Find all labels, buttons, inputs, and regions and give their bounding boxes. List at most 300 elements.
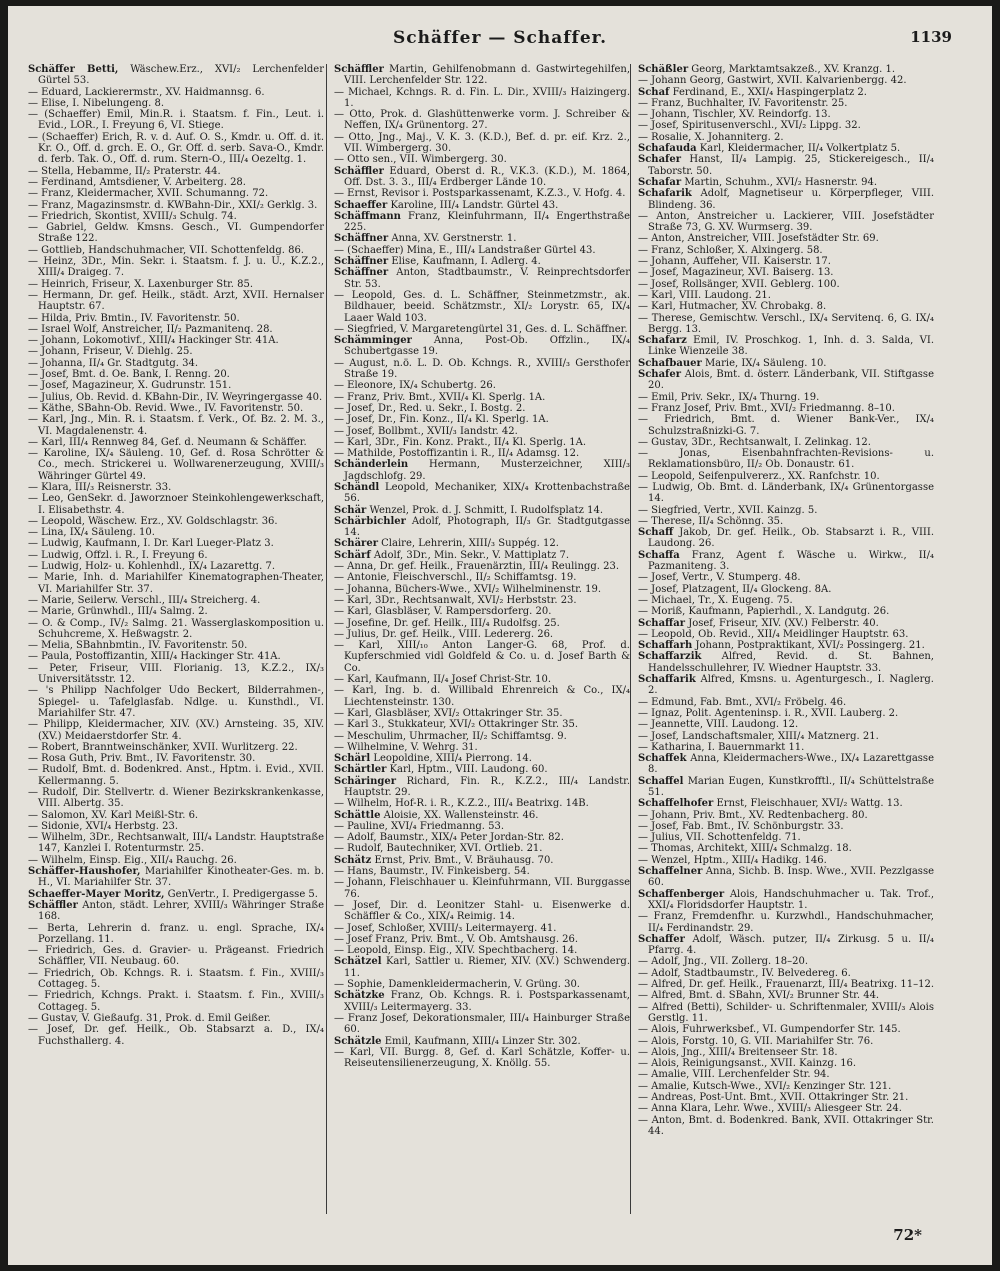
entry-text: — Franz, Magazinsmstr. d. KWBahn-Dir., XXI/₂ Gerklg. 3.: [28, 199, 318, 211]
entry-text: Leopold, Mechaniker, XIX/₄ Krottenbachstraße 56.: [344, 481, 630, 505]
entry-text: — Johann, Fleischhauer u. Kleinfuhrmann, VII. Burggasse 76.: [334, 877, 630, 900]
entry-text: — Friedrich, Kchngs. Prakt. i. Staatsm. f. Fin., XVIII/₃ Cottageg. 5.: [28, 990, 324, 1013]
entry-text: Ferdinand, E., XXI/₄ Haspingerplatz 2.: [672, 86, 867, 98]
entry-text: Johann, Postpraktikant, XVI/₂ Possingerg. 21.: [695, 640, 925, 652]
entry-text: — Johann, Auffeher, VII. Kaiserstr. 17.: [638, 256, 831, 268]
directory-entry: [28, 448, 324, 482]
entry-surname: Schändl: [334, 481, 380, 493]
entry-surname: Schäffner: [334, 256, 389, 268]
directory-entry: [334, 776, 630, 799]
entry-text: — Anna, Dr. gef. Heilk., Frauenärztin, III/₄ Reulingg. 23.: [334, 561, 620, 573]
entry-text: — Karl, Ing. b. d. Willibald Ehrenreich & Co., IX/₄ Liechtensteinstr. 130.: [334, 685, 630, 708]
entry-text: — Alois, Fuhrwerksbef., VI. Gumpendorfer Str. 145.: [638, 1024, 901, 1036]
entry-text: — Therese, II/₄ Schönng. 35.: [638, 515, 784, 527]
entry-text: — Pauline, XVI/₄ Friedmanng. 53.: [334, 820, 505, 832]
entry-text: — Ludwig, Ob. Bmt. d. Länderbank, IX/₄ Grünentorgasse 14.: [638, 481, 934, 505]
entry-surname: Schaff: [638, 527, 674, 539]
directory-entry: [334, 290, 630, 324]
directory-entry: [638, 403, 934, 414]
directory-entry: [334, 990, 630, 1013]
column-2: [334, 64, 630, 1214]
directory-entry: [28, 380, 324, 391]
directory-entry: [28, 640, 324, 651]
directory-entry: [28, 245, 324, 256]
page-title: Schäffer — Schaffer.: [393, 28, 607, 48]
entry-text: — Therese, Gemischtw. Verschl., IX/₄ Servitenq. 6, G. IX/₄ Bergg. 13.: [638, 312, 934, 335]
entry-text: — Alfred, Dr. gef. Heilk., Frauenarzt, III/₄ Beatrixg. 11–12.: [638, 979, 934, 991]
directory-entry: [638, 358, 934, 369]
directory-entry: [638, 572, 934, 583]
entry-text: — Karl, Kaufmann, II/₄ Josef Christ-Str. 10.: [334, 674, 552, 686]
entry-text: — Wilhelmine, V. Wehrg. 31.: [334, 741, 478, 753]
entry-text: — Wilhelm, Einsp. Eig., XII/₄ Rauchg. 26.: [28, 854, 237, 866]
entry-surname: Schäffler: [334, 64, 384, 75]
directory-entry: [28, 595, 324, 606]
directory-entry: [334, 866, 630, 877]
directory-entry: [28, 132, 324, 166]
entry-text: — Andreas, Post-Unt. Bmt., XVII. Ottakringer Str. 21.: [638, 1092, 909, 1104]
entry-text: — Elise, I. Nibelungeng. 8.: [28, 97, 164, 109]
directory-entry: [638, 516, 934, 527]
printer-signature: 72*: [893, 1226, 922, 1244]
entry-surname: Schafarik: [638, 188, 692, 200]
entry-text: — Johann, Priv. Bmt., XV. Redtenbacherg. 80.: [638, 809, 868, 821]
entry-surname: Schäßler: [638, 64, 689, 75]
directory-entry: [334, 403, 630, 414]
entry-text: — Josef, Bollbmt., XVII/₃ Iandstr. 42.: [334, 425, 518, 437]
directory-entry: [638, 798, 934, 809]
directory-entry: [638, 448, 934, 471]
entry-text: Aloisie, XX. Wallensteinstr. 46.: [383, 809, 539, 821]
directory-entry: [334, 629, 630, 640]
entry-text: — Leopold, Ges. d. L. Schäffner, Steinmetzmstr., ak. Bildhauer, beeid. Schätzmstr., XI/₂ Lorystr. 65, IX/₄ Laaer Wald 103.: [334, 289, 630, 324]
entry-surname: Schafarz: [638, 335, 687, 347]
entry-text: — Rosalie, X. Johanniterg. 2.: [638, 131, 784, 143]
directory-entry: [638, 177, 934, 188]
directory-entry: [638, 245, 934, 256]
entry-text: — Antonie, Fleischverschl., II/₂ Schiffamtsg. 19.: [334, 572, 577, 584]
directory-entry: [334, 358, 630, 381]
directory-entry: [28, 516, 324, 527]
directory-entry: [638, 335, 934, 358]
directory-entry: [334, 561, 630, 572]
directory-entry: [334, 900, 630, 923]
entry-text: — Otto sen., VII. Wimbergerg. 30.: [334, 154, 507, 166]
entry-text: — Alfred (Betti), Schilder- u. Schriftenmaler, XVIII/₃ Alois Gerstlg. 11.: [638, 1001, 934, 1024]
entry-surname: Schäffer-Haushofer,: [28, 866, 141, 878]
directory-entry: [638, 990, 934, 1001]
entry-surname: Schäringer: [334, 775, 397, 787]
entry-text: — Michael, Tr., X. Eugeng. 75.: [638, 594, 793, 606]
entry-text: — Peter, Friseur, VIII. Florianig. 13, K.Z.2., IX/₃ Universitätsstr. 12.: [28, 662, 324, 686]
directory-entry: [334, 572, 630, 583]
entry-text: — Josefine, Dr. gef. Heilk., III/₄ Rudolfsg. 25.: [334, 617, 560, 629]
entry-surname: Schaffel: [638, 775, 684, 787]
entry-text: Marie, IX/₄ Säuleng. 10.: [704, 357, 827, 369]
entry-text: — Johann, Lokomotivf., XIII/₄ Hackinger Str. 41A.: [28, 335, 279, 347]
directory-entry: [638, 640, 934, 651]
entry-text: — Ludwig, Kaufmann, I. Dr. Karl Lueger-Platz 3.: [28, 538, 274, 550]
directory-entry: [28, 923, 324, 946]
entry-surname: Schaffarik: [638, 674, 696, 686]
entry-text: — Eduard, Lackierermstr., XV. Haidmannsg. 6.: [28, 86, 265, 98]
directory-entry: [334, 742, 630, 753]
entry-text: — Hans, Baumstr., IV. Finkeisberg. 54.: [334, 866, 530, 878]
entry-text: — Emil, Priv. Sekr., IX/₄ Thurng. 19.: [638, 391, 820, 403]
directory-entry: [334, 200, 630, 211]
entry-surname: Schäffler: [28, 899, 78, 911]
entry-text: — Siegfried, Vertr., XVII. Kainzg. 5.: [638, 504, 818, 516]
directory-entry: [334, 154, 630, 165]
directory-entry: [638, 1069, 934, 1080]
directory-entry: [334, 843, 630, 854]
directory-entry: [28, 742, 324, 753]
entry-surname: Schaffek: [638, 753, 687, 765]
directory-entry: [638, 256, 934, 267]
entry-text: — Josef Franz, Priv. Bmt., V. Ob. Amtshausg. 26.: [334, 933, 579, 945]
directory-entry: [28, 437, 324, 448]
directory-entry: [28, 550, 324, 561]
entry-surname: Schaffenberger: [638, 888, 725, 900]
entry-text: Wäschew.Erz., XVI/₂ Lerchenfelder Gürtel 53.: [38, 64, 324, 87]
entry-surname: Schättle: [334, 809, 381, 821]
entry-text: — Josef, Dr., Red. u. Sekr., I. Bostg. 2.: [334, 402, 526, 414]
entry-text: — Klara, III/₃ Reisnerstr. 33.: [28, 481, 172, 493]
entry-text: Karl, Kleidermacher, II/₄ Volkertplatz 5.: [699, 143, 901, 155]
directory-entry: [638, 414, 934, 437]
directory-entry: [334, 595, 630, 606]
directory-entry: [334, 550, 630, 561]
entry-surname: Schaffelner: [638, 866, 703, 878]
entry-text: Anton, Stadtbaumstr., V. Reinprechtsdorfer Str. 53.: [344, 267, 630, 290]
directory-entry: [334, 267, 630, 290]
directory-entry: [638, 731, 934, 742]
directory-entry: [334, 956, 630, 979]
entry-text: — Julius, Ob. Revid. d. KBahn-Dir., IV. Weyringergasse 40.: [28, 391, 323, 403]
entry-text: — (Schaeffer) Mina, E., III/₄ Landstraßer Gürtel 43.: [334, 244, 596, 256]
directory-entry: [638, 188, 934, 211]
directory-entry: [334, 685, 630, 708]
directory-entry: [334, 934, 630, 945]
entry-text: — Franz, Schloßer, X. Alxingerg. 58.: [638, 244, 823, 256]
entry-text: — Ludwig, Offzl. i. R., I. Freyung 6.: [28, 549, 208, 561]
entry-text: — Gustav, V. Gießaufg. 31, Prok. d. Emil Geißer.: [28, 1012, 271, 1024]
entry-text: — Rudolf, Bautechniker, XVI. Ortlieb. 21.: [334, 843, 543, 855]
entry-text: — Alois, Reinigungsanst., XVII. Kainzg. 16.: [638, 1058, 857, 1070]
directory-entry: [28, 64, 324, 87]
directory-entry: [28, 482, 324, 493]
entry-text: Adolf, Wäsch. putzer, II/₄ Zirkusg. 5 u. II/₄ Pfarrg. 4.: [648, 933, 934, 957]
directory-entry: [334, 674, 630, 685]
entry-text: Hermann, Musterzeichner, XIII/₃ Jagdschlofg. 29.: [344, 459, 630, 482]
entry-surname: Schäffler: [334, 165, 384, 177]
entry-surname: Schaeffer: [334, 199, 388, 211]
entry-text: — Ferdinand, Amtsdiener, V. Arbeiterg. 28.: [28, 176, 246, 188]
entry-text: — Thomas, Architekt, XIII/₄ Schmalzg. 18.: [638, 843, 852, 855]
entry-text: Karl, Hptm., VIII. Laudong. 60.: [389, 764, 548, 776]
directory-entry: [638, 956, 934, 967]
entry-text: — Anna Klara, Lehr. Wwe., XVIII/₃ Aliesgeer Str. 24.: [638, 1103, 902, 1115]
directory-entry: [638, 753, 934, 776]
directory-entry: [638, 1002, 934, 1025]
directory-entry: [334, 392, 630, 403]
entry-text: — Franz Josef, Priv. Bmt., XVI/₂ Friedmanng. 8–10.: [638, 402, 895, 414]
entry-text: — 's Philipp Nachfolger Udo Beckert, Bilderrahmen-, Spiegel- u. Tafelglasfab. Ndlge. u. Kunsthdl., VI. Mariahilfer Str. 47.: [28, 685, 324, 719]
directory-entry: [28, 324, 324, 335]
directory-entry: [28, 821, 324, 832]
entry-text: — Julius, Dr. gef. Heilk., VIII. Ledererg. 26.: [334, 628, 554, 640]
directory-entry: [28, 414, 324, 437]
entry-text: — Meschulim, Uhrmacher, II/₂ Schiffamtsg. 9.: [334, 730, 567, 742]
entry-text: — Franz Josef, Dekorationsmaler, III/₄ Hainburger Straße 60.: [334, 1012, 630, 1036]
directory-entry: [638, 471, 934, 482]
entry-surname: Schaffarh: [638, 640, 693, 652]
entry-text: — Josef, Schloßer, XVIII/₃ Leitermayerg. 41.: [334, 922, 557, 934]
entry-text: — Marie, Seilerw. Verschl., III/₄ Streicherg. 4.: [28, 594, 261, 606]
directory-entry: [28, 606, 324, 617]
directory-entry: [334, 719, 630, 730]
entry-text: — Franz, Fremdenfhr. u. Kurzwhdl., Handschuhmacher, II/₄ Ferdinandstr. 29.: [638, 911, 934, 934]
directory-entry: [638, 527, 934, 550]
entry-text: — Sidonie, XVI/₄ Herbstg. 23.: [28, 820, 179, 832]
directory-entry: [638, 742, 934, 753]
entry-text: — Gottlieb, Handschuhmacher, VII. Schottenfeldg. 86.: [28, 244, 304, 256]
entry-surname: Schätzke: [334, 990, 385, 1002]
directory-entry: [638, 1058, 934, 1069]
directory-entry: [28, 663, 324, 686]
directory-entry: [638, 832, 934, 843]
entry-text: Anna, Kleidermachers-Wwe., IX/₄ Lazarettgasse 8.: [648, 753, 934, 776]
directory-entry: [28, 900, 324, 923]
entry-text: — Johann, Tischler, XV. Reindorfg. 13.: [638, 109, 831, 121]
entry-surname: Schäffer Betti,: [28, 64, 119, 75]
entry-surname: Schafbauer: [638, 357, 702, 369]
directory-entry: [28, 279, 324, 290]
directory-entry: [334, 1047, 630, 1070]
entry-text: — Johann, Friseur, V. Diehlg. 25.: [28, 346, 193, 358]
entry-text: — Ernst, Revisor i. Postsparkassenamt, K.Z.3., V. Hofg. 4.: [334, 188, 626, 200]
directory-entry: [334, 753, 630, 764]
entry-surname: Schaffelhofer: [638, 798, 714, 810]
directory-entry: [28, 313, 324, 324]
directory-entry: [334, 426, 630, 437]
directory-entry: [28, 832, 324, 855]
directory-entry: [28, 211, 324, 222]
entry-text: — Alois, Forstg. 10, G. VII. Mariahilfer Str. 76.: [638, 1035, 874, 1047]
directory-entry: [638, 934, 934, 957]
directory-entry: [638, 1036, 934, 1047]
entry-text: — Rosa Guth, Priv. Bmt., IV. Favoritenstr. 30.: [28, 753, 256, 765]
directory-entry: [28, 358, 324, 369]
entry-text: — Karl, Glasbläser, XVI/₂ Ottakringer Str. 35.: [334, 707, 563, 719]
entry-surname: Schaffar: [638, 617, 686, 629]
entry-text: — Amalie, VIII. Lerchenfelder Str. 94.: [638, 1069, 830, 1081]
directory-entry: [638, 719, 934, 730]
directory-entry: [638, 64, 934, 75]
entry-surname: Schätzle: [334, 1035, 382, 1047]
directory-entry: [28, 188, 324, 199]
entry-text: — Josef, Dir. d. Leonitzer Stahl- u. Eisenwerke d. Schäffler & Co., XIX/₄ Reimig. 14.: [334, 899, 630, 923]
directory-entry: [28, 561, 324, 572]
directory-entry: [638, 618, 934, 629]
entry-text: — Käthe, SBahn-Ob. Revid. Wwe., IV. Favoritenstr. 50.: [28, 402, 304, 414]
entry-text: — Josef, Landschaftsmaler, XIII/₄ Matznerg. 21.: [638, 730, 879, 742]
entry-text: — Jonas, Eisenbahnfrachten-Revisions- u. Reklamationsbüro, II/₂ Ob. Donaustr. 61.: [638, 448, 934, 471]
page-number: 1139: [910, 28, 952, 46]
entry-text: — Heinz, 3Dr., Min. Sekr. i. Staatsm. f. J. u. U., K.Z.2., XIII/₄ Draigeg. 7.: [28, 256, 324, 279]
entry-text: — Karl, Hutmacher, XV. Chrobakg. 8.: [638, 301, 827, 313]
directory-entry: [28, 369, 324, 380]
entry-surname: Schaffer: [638, 933, 685, 945]
directory-entry: [28, 651, 324, 662]
directory-entry: [334, 821, 630, 832]
entry-text: — Wenzel, Hptm., XIII/₄ Hadikg. 146.: [638, 854, 827, 866]
entry-text: — Leopold, Wäschew. Erz., XV. Goldschlagstr. 36.: [28, 515, 278, 527]
entry-text: — Karl, VIII. Laudong. 21.: [638, 289, 771, 301]
entry-text: Anna, XV. Gerstnerstr. 1.: [391, 233, 517, 245]
directory-entry: [28, 527, 324, 538]
directory-entry: [28, 810, 324, 821]
directory-entry: [638, 290, 934, 301]
entry-text: — Josef, Dr., Fin. Konz., II/₄ Kl. Sperlg. 1A.: [334, 414, 549, 426]
directory-entry: [334, 109, 630, 132]
directory-entry: [334, 855, 630, 866]
directory-entry: [638, 505, 934, 516]
page-header: [8, 28, 992, 52]
directory-entry: [28, 945, 324, 968]
entry-text: — Franz, Priv. Bmt., XVII/₄ Kl. Sperlg. 1A.: [334, 391, 546, 403]
directory-page: [8, 6, 992, 1265]
entry-text: — Johanna, II/₄ Gr. Stadtgutg. 34.: [28, 357, 199, 369]
entry-text: — Josef, Spiritusenverschl., XVI/₂ Lippg. 32.: [638, 120, 861, 132]
directory-entry: [638, 109, 934, 120]
entry-text: Alois, Handschuhmacher u. Tak. Trof., XXI/₄ Floridsdorfer Hauptstr. 1.: [648, 888, 934, 911]
entry-text: — Josef, Bmt. d. Oe. Bank, I. Renng. 20.: [28, 369, 230, 381]
entry-text: — Franz, Buchhalter, IV. Favoritenstr. 25.: [638, 97, 848, 109]
directory-entry: [638, 1081, 934, 1092]
entry-surname: Schämminger: [334, 335, 412, 347]
entry-surname: Schäffner: [334, 267, 389, 279]
entry-surname: Schafauda: [638, 143, 697, 155]
entry-text: — Hilda, Priv. Bmtin., IV. Favoritenstr. 50.: [28, 312, 240, 324]
directory-entry: [28, 685, 324, 719]
entry-text: — Alfred, Bmt. d. SBahn, XVI/₂ Brunner Str. 44.: [638, 990, 880, 1002]
entry-surname: Schafar: [638, 176, 682, 188]
directory-entry: [28, 764, 324, 787]
directory-entry: [638, 154, 934, 177]
entry-text: Eduard, Oberst d. R., V.K.3. (K.D.), M. 1864, Off. Dst. 3. 3., III/₄ Erdberger Lände 10.: [344, 165, 630, 188]
directory-entry: [334, 764, 630, 775]
directory-entry: [334, 87, 630, 110]
directory-entry: [638, 855, 934, 866]
entry-text: GenVertr., I. Predigergasse 5.: [167, 888, 318, 900]
entry-text: Richard, Fin. R., K.Z.2., III/₄ Landstr. Hauptstr. 29.: [344, 775, 630, 798]
directory-entry: [334, 233, 630, 244]
entry-surname: Schätzel: [334, 956, 382, 968]
entry-text: — Melia, SBahnbmtin., IV. Favoritenstr. 50.: [28, 640, 248, 652]
entry-surname: Schärtler: [334, 764, 387, 776]
entry-text: Martin, Gehilfenobmann d. Gastwirtegehilfen, VIII. Lerchenfelder Str. 122.: [344, 64, 630, 87]
entry-text: — (Schaeffer) Emil, Min.R. i. Staatsm. f. Fin., Leut. i. Evid., LOR., I. Freyung 6, VI. Stiege.: [28, 109, 324, 132]
entry-text: — Friedrich, Ges. d. Gravier- u. Prägeanst. Friedrich Schäffler, VII. Neubaug. 60.: [28, 945, 324, 968]
entry-text: — Robert, Branntweinschänker, XVII. Wurlitzerg. 22.: [28, 741, 298, 753]
directory-entry: [334, 945, 630, 956]
directory-entry: [638, 301, 934, 312]
entry-text: — Berta, Lehrerin d. franz. u. engl. Sprache, IX/₄ Porzellang. 11.: [28, 922, 324, 945]
entry-text: — Rudolf, Bmt. d. Bodenkred. Anst., Hptm. i. Evid., XVII. Kellermanng. 5.: [28, 764, 324, 787]
directory-entry: [28, 109, 324, 132]
directory-entry: [28, 87, 324, 98]
entry-text: — Karl 3., Stukkateur, XVI/₂ Ottakringer Str. 35.: [334, 719, 579, 731]
entry-text: Anna, Sichb. B. Insp. Wwe., XVII. Pezzlgasse 60.: [648, 866, 934, 889]
entry-text: — Leopold, Ob. Revid., XII/₄ Meidlinger Hauptstr. 63.: [638, 628, 909, 640]
directory-entry: [638, 75, 934, 86]
directory-entry: [334, 1013, 630, 1036]
entry-text: — O. & Comp., IV/₂ Salmg. 21. Wasserglaskomposition u. Schuhcreme, X. Heßwagstr. 2.: [28, 617, 324, 640]
directory-entry: [28, 98, 324, 109]
entry-surname: Schaffa: [638, 549, 680, 561]
directory-entry: [638, 889, 934, 912]
directory-entry: [638, 1092, 934, 1103]
directory-entry: [638, 482, 934, 505]
entry-text: — Otto, Prok. d. Glashüttenwerke vorm. J. Schreiber & Neffen, IX/₄ Grünentorg. 27.: [334, 109, 630, 132]
entry-text: Anton, städt. Lehrer, XVIII/₃ Währinger Straße 168.: [38, 899, 324, 923]
entry-text: Ernst, Priv. Bmt., V. Bräuhausg. 70.: [374, 854, 554, 866]
directory-entry: [638, 810, 934, 821]
entry-surname: Schäffmann: [334, 210, 401, 222]
directory-entry: [28, 493, 324, 516]
entry-text: — Julius, VII. Schottenfeldg. 71.: [638, 832, 801, 844]
entry-text: — Anton, Anstreicher, VIII. Josefstädter Str. 69.: [638, 233, 879, 245]
entry-text: — Karl, III/₄ Rennweg 84, Gef. d. Neumann & Schäffer.: [28, 436, 307, 448]
column-1: [28, 64, 324, 1214]
directory-entry: [28, 968, 324, 991]
directory-entry: [638, 143, 934, 154]
entry-text: — Mathilde, Postoffizantin i. R., II/₄ Adamsg. 12.: [334, 448, 580, 460]
entry-text: Wenzel, Prok. d. J. Schmitt, I. Rudolfsplatz 14.: [369, 504, 604, 516]
entry-text: — Karl, Jng., Min. R. i. Staatsm. f. Verk., Of. Bz. 2. M. 3., VI. Magdalenenstr. 4.: [28, 414, 324, 437]
entry-surname: Schafer: [638, 369, 681, 381]
directory-entry: [28, 290, 324, 313]
entry-text: — Leopold, Seifenpulvererz., XX. Ranfchstr. 10.: [638, 470, 880, 482]
directory-entry: [334, 584, 630, 595]
entry-text: Adolf, Photograph, II/₃ Gr. Stadtgutgasse 14.: [344, 515, 630, 539]
directory-entry: [638, 87, 934, 98]
directory-entry: [638, 98, 934, 109]
entry-text: — Karl, 3Dr., Fin. Konz. Prakt., II/₄ Kl. Sperlg. 1A.: [334, 436, 587, 448]
directory-entry: [638, 1115, 934, 1138]
entry-surname: Schärer: [334, 538, 378, 550]
directory-entry: [334, 482, 630, 505]
entry-text: — Friedrich, Ob. Kchngs. R. i. Staatsm. f. Fin., XVIII/₃ Cottageg. 5.: [28, 967, 324, 991]
entry-text: — Marie, Grünwhdl., III/₄ Salmg. 2.: [28, 606, 208, 618]
entry-text: — Johanna, Büchers-Wwe., XVI/₂ Wilhelminenstr. 19.: [334, 583, 602, 595]
directory-entry: [334, 459, 630, 482]
entry-text: — Anton, Anstreicher u. Lackierer, VIII. Josefstädter Straße 73, G. XV. Wurmserg. 39.: [638, 210, 934, 234]
entry-text: Karoline, III/₄ Landstr. Gürtel 43.: [390, 199, 559, 211]
entry-text: Franz, Agent f. Wäsche u. Wirkw., II/₄ Pazmaniteng. 3.: [648, 549, 934, 573]
entry-text: Alfred, Revid. d. St. Bahnen, Handelsschullehrer, IV. Wiedner Hauptstr. 33.: [648, 651, 934, 674]
entry-text: — Siegfried, V. Margaretengürtel 31, Ges. d. L. Schäffner.: [334, 323, 628, 335]
directory-entry: [638, 629, 934, 640]
entry-text: — Anton, Bmt. d. Bodenkred. Bank, XVII. Ottakringer Str. 44.: [638, 1114, 934, 1137]
directory-entry: [334, 516, 630, 539]
directory-entry: [638, 911, 934, 934]
directory-entry: [638, 979, 934, 990]
directory-entry: [28, 572, 324, 595]
directory-entry: [334, 211, 630, 234]
directory-entry: [638, 233, 934, 244]
